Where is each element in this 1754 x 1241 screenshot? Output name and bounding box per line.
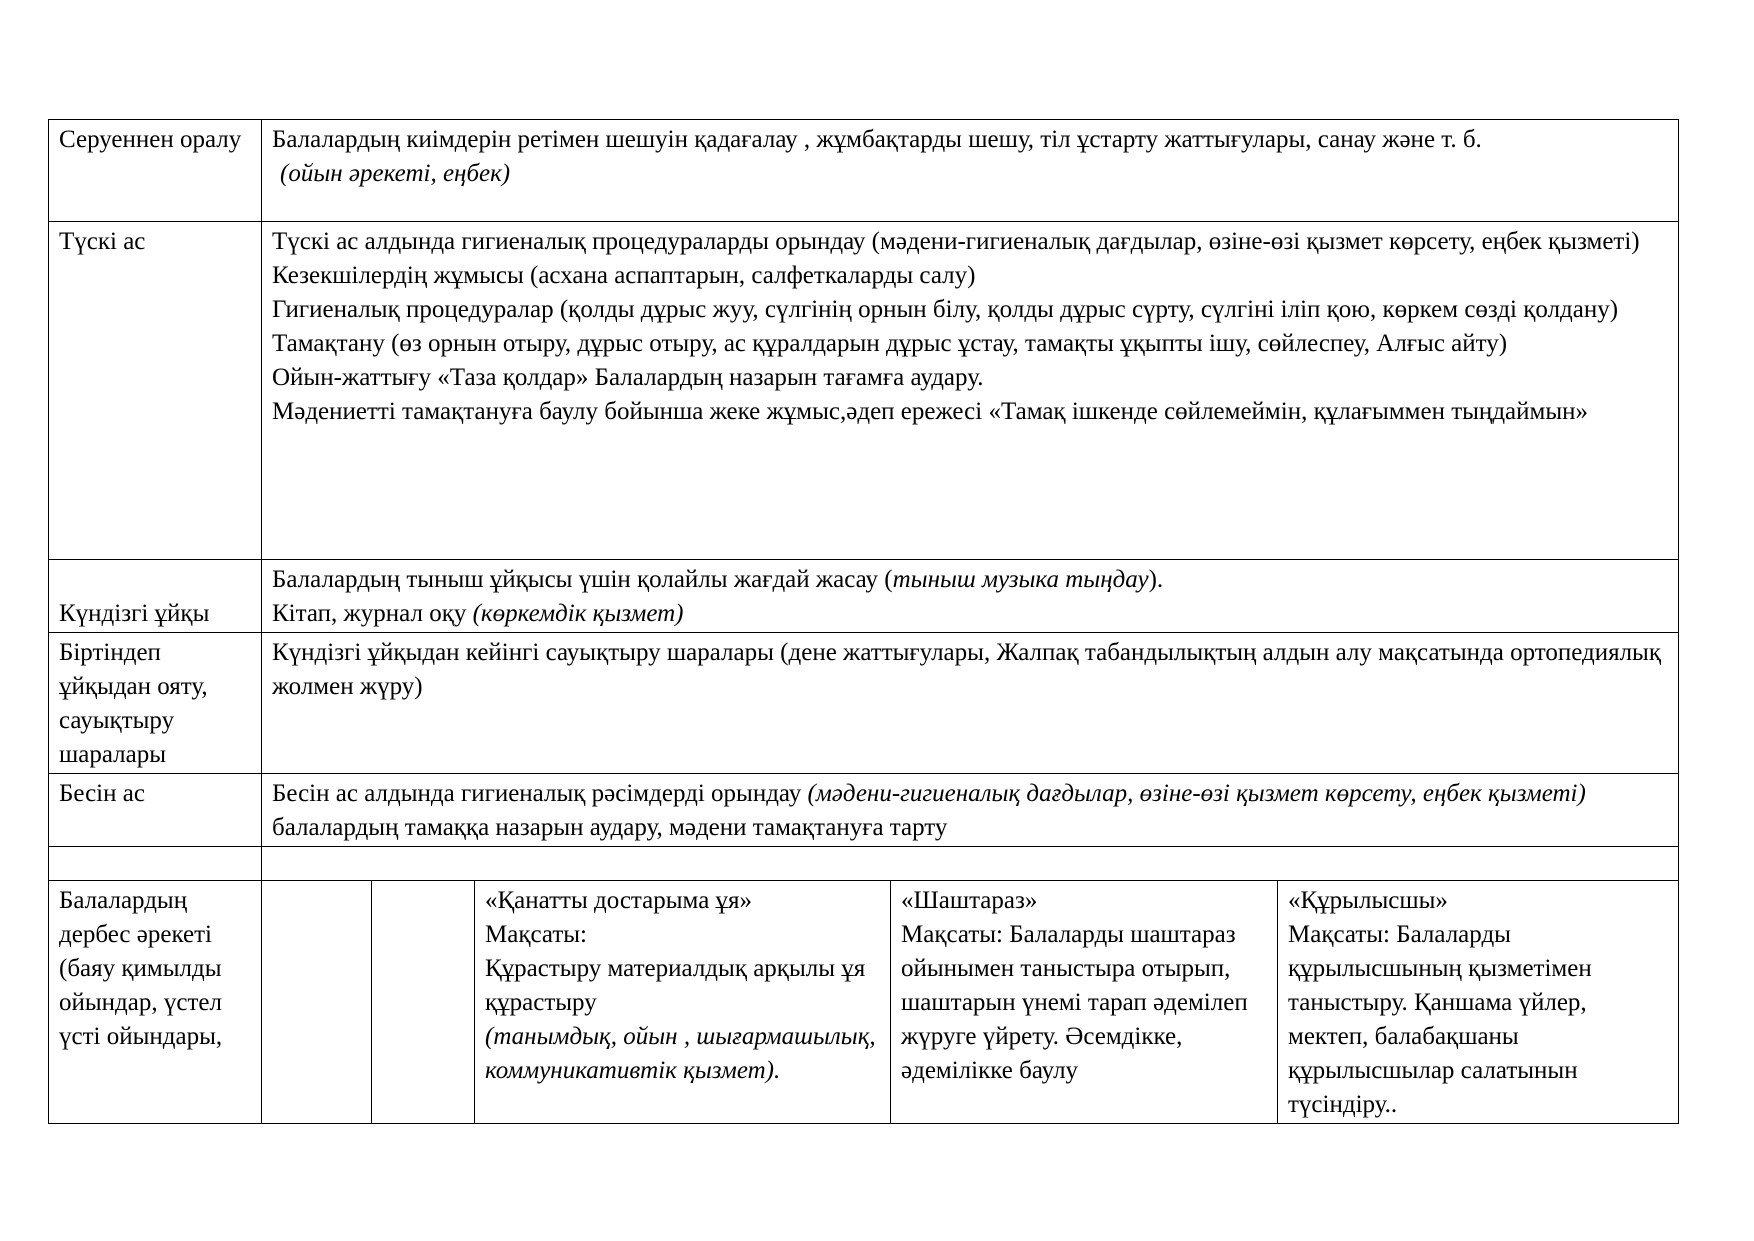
content-line: Гигиеналық процедуралар (қолды дұрыс жуу, сүлгінің орнын білу, қолды дұрыс сүрту, сүлгіні іліп қою, көркем сөзді қолдану)	[272, 296, 1619, 323]
content-line: Ойын-жаттығу «Таза қолдар» Балалардың назарын тағамға аудару.	[272, 364, 984, 391]
content-line: Балалардың тыныш ұйқысы үшін қолайлы жағдай жасау (тыныш музыка тыңдау).	[272, 566, 1164, 593]
row-content	[262, 774, 1679, 847]
row-return-from-walk	[49, 120, 1679, 222]
empty-cell	[262, 881, 372, 1124]
row-label: Бесін ас	[49, 774, 262, 847]
empty-cell	[372, 881, 475, 1124]
activity-cell	[1278, 881, 1679, 1124]
row-content	[262, 560, 1679, 633]
activity-cell	[891, 881, 1278, 1124]
row-label: Біртіндеп ұйқыдан ояту, сауықтыру шаралары	[49, 633, 262, 774]
activity-title: «Құрылысшы»	[1288, 887, 1448, 914]
activity-title: «Шаштараз»	[901, 887, 1038, 914]
row-independent-activity	[49, 881, 1679, 1124]
schedule-table	[48, 119, 1679, 1124]
row-label: Түскі ас	[49, 222, 262, 560]
content-line: Мәдениетті тамақтануға баулу бойынша жеке жұмыс,әдеп ережесі «Тамақ ішкенде сөйлемеймін, құлағыммен тыңдаймын»	[272, 398, 1589, 425]
activity-title: «Қанатты достарыма ұя»	[485, 887, 753, 914]
content-line: Кітап, журнал оқу (көркемдік қызмет)	[272, 600, 684, 627]
row-content	[262, 633, 1679, 774]
row-label: Күндізгі ұйқы	[49, 560, 262, 633]
content-line: Күндізгі ұйқыдан кейінгі сауықтыру шаралары (дене жаттығулары, Жалпақ табандылықтың алдын алу мақсатында ортопедиялық жолмен жүру)	[272, 639, 1662, 700]
content-line: Тамақтану (өз орнын отыру, дұрыс отыру, ас құралдарын дұрыс ұстау, тамақты ұқыпты ішу, сөйлеспеу, Алғыс айту)	[272, 330, 1508, 357]
row-daytime-sleep	[49, 560, 1679, 633]
row-content	[262, 120, 1679, 222]
row-empty	[49, 847, 1679, 881]
content-line: Түскі ас алдында гигиеналық процедураларды орындау (мәдени-гигиеналық дағдылар, өзіне-өзі қызмет көрсету, еңбек қызметі)	[272, 228, 1640, 255]
empty-cell	[262, 847, 1679, 881]
row-content	[262, 222, 1679, 560]
row-label: Балалардың дербес әрекеті (баяу қимылды ойындар, үстел үсті ойындары,	[49, 881, 262, 1124]
row-label: Серуеннен оралу	[49, 120, 262, 222]
activity-text: Құрастыру материалдық арқылы ұя құрастыру	[485, 955, 866, 1016]
content-line: Кезекшілердің жұмысы (асхана аспаптарын, салфеткаларды салу)	[272, 262, 976, 289]
row-lunch	[49, 222, 1679, 560]
empty-cell	[49, 847, 262, 881]
activity-goal: Мақсаты: Балаларды шаштараз ойынымен таныстыра отырып, шаштарын үнемі тарап әдемілеп жүруге үйрету. Әсемдікке, әдемілікке баулу	[901, 921, 1248, 1084]
content-line-italic: (ойын әрекеті, еңбек)	[280, 160, 511, 187]
activity-goal: Мақсаты:	[485, 921, 587, 948]
content-line: Балалардың киімдерін ретімен шешуін қадағалау , жұмбақтарды шешу, тіл ұстарту жаттығулары, санау және т. б.	[272, 126, 1482, 153]
activity-goal: Мақсаты: Балаларды құрылысшының қызметімен таныстыру. Қаншама үйлер, мектеп, балабақшаны құрылысшылар салатынын түсіндіру..	[1288, 921, 1592, 1118]
activity-text-italic: (танымдық, ойын , шығармашылық, коммуникативтік қызмет).	[485, 1023, 876, 1084]
content-line: Бесін ас алдында гигиеналық рәсімдерді орындау (мәдени-гигиеналық дағдылар, өзіне-өзі қызмет көрсету, еңбек қызметі) балалардың тамаққа назарын аудару, мәдени тамақтануға тарту	[272, 780, 1586, 841]
row-afternoon-snack	[49, 774, 1679, 847]
row-gradual-awakening	[49, 633, 1679, 774]
activity-cell	[475, 881, 891, 1124]
